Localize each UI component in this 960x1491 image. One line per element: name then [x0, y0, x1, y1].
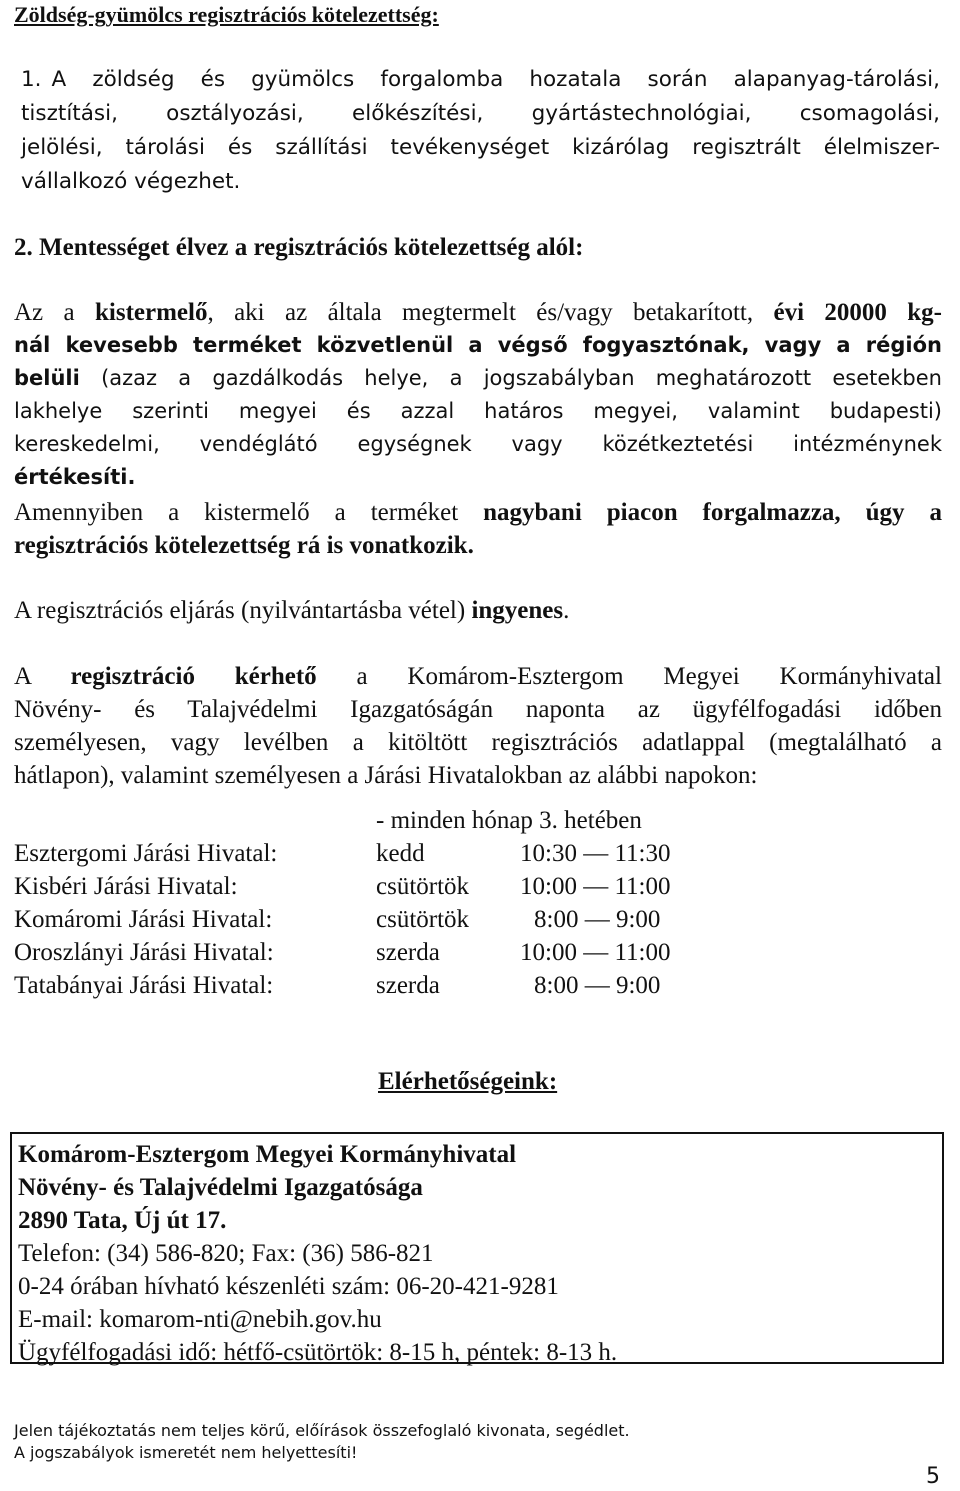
section-2-heading: [14, 234, 583, 262]
contact-email: E-mail: komarom-nti@nebih.gov.hu: [18, 1306, 382, 1333]
page-number: 5: [926, 1464, 940, 1489]
table-row: [14, 837, 700, 870]
disclaimer-line-1: Jelen tájékoztatás nem teljes körű, előírások összefoglaló kivonata, segédlet.: [14, 1421, 630, 1440]
wholesale-text-1: Amennyiben a kistermelő a terméket: [14, 499, 484, 526]
request-text-1c: a Komárom-Esztergom Megyei Kormányhivatal: [316, 663, 942, 690]
office-day: csütörtök: [376, 906, 470, 933]
office-day: kedd: [376, 840, 425, 867]
office-time: 8:00 — 9:00: [534, 972, 661, 999]
request-text-3: személyesen, vagy levélben a kitöltött regisztrációs adatlappal (megtalálható a: [14, 729, 942, 756]
office-day: szerda: [376, 939, 440, 966]
section-1-line-4: vállalkozó végezhet.: [21, 169, 241, 194]
kistermelo-term: kistermelő: [95, 299, 208, 326]
office-day: csütörtök: [376, 873, 470, 900]
disclaimer: [14, 1420, 630, 1464]
schedule-header-row: [14, 804, 700, 837]
procedure-text-2: .: [563, 597, 570, 624]
disclaimer-line-2: A jogszabályok ismeretét nem helyettesíti!: [14, 1443, 358, 1462]
office-name: Kisbéri Járási Hivatal:: [14, 873, 238, 900]
request-paragraph: [14, 660, 942, 792]
contact-address: 2890 Tata, Új út 17.: [18, 1207, 227, 1234]
procedure-text-1: A regisztrációs eljárás (nyilvántartásba vétel): [14, 597, 472, 624]
table-row: [14, 936, 700, 969]
kistermelo-text-3: nál kevesebb terméket közvetlenül a végső fogyasztónak, vagy a régión: [14, 333, 942, 357]
section-2-number: 2.: [14, 234, 33, 261]
office-time: 10:30 — 11:30: [520, 840, 671, 867]
wholesale-paragraph: [14, 496, 942, 562]
contact-department: Növény- és Talajvédelmi Igazgatósága: [18, 1174, 423, 1201]
procedure-paragraph: [14, 594, 942, 627]
kistermelo-sells: értékesíti.: [14, 465, 136, 489]
office-time: 8:00 — 9:00: [534, 906, 661, 933]
request-text-2: Növény- és Talajvédelmi Igazgatóságán naponta az ügyfélfogadási időben: [14, 696, 942, 723]
contact-phone: Telefon: (34) 586-820; Fax: (36) 586-821: [18, 1240, 434, 1267]
procedure-free: ingyenes: [471, 597, 564, 624]
office-name: Esztergomi Járási Hivatal:: [14, 840, 278, 867]
table-row: [14, 969, 700, 1002]
kistermelo-paragraph: [14, 296, 942, 494]
section-1-line-1: A zöldség és gyümölcs forgalomba hozatala során alapanyag-tárolási,: [51, 67, 940, 92]
section-2-heading-text: Mentességet élvez a regisztrációs kötelezettség alól:: [39, 234, 584, 261]
kistermelo-text-6: kereskedelmi, vendéglátó egységnek vagy közétkeztetési intézménynek: [14, 432, 942, 456]
office-time: 10:00 — 11:00: [520, 939, 671, 966]
office-name: Komáromi Járási Hivatal:: [14, 906, 273, 933]
section-1-line-2: tisztítási, osztályozási, előkészítési, gyártástechnológiai, csomagolási,: [21, 101, 940, 126]
wholesale-text-3: regisztrációs kötelezettség rá is vonatkozik.: [14, 532, 474, 559]
kistermelo-text-1: Az a: [14, 299, 95, 326]
section-1-line-3: jelölési, tárolási és szállítási tevékenységet kizárólag regisztrált élelmiszer-: [21, 135, 940, 160]
office-day: szerda: [376, 972, 440, 999]
page-title: Zöldség-gyümölcs regisztrációs kötelezettség:: [14, 2, 439, 27]
contact-organization: Komárom-Esztergom Megyei Kormányhivatal: [18, 1141, 517, 1168]
contact-box: [10, 1132, 944, 1364]
kistermelo-regional: belüli: [14, 366, 80, 390]
wholesale-text-2: nagybani piacon forgalmazza, úgy a: [483, 499, 943, 526]
schedule-header: - minden hónap 3. hetében: [376, 807, 642, 834]
request-text-4: hátlapon), valamint személyesen a Járási Hivatalokban az alábbi napokon:: [14, 762, 758, 789]
office-name: Tatabányai Járási Hivatal:: [14, 972, 274, 999]
contacts-heading: Elérhetőségeink:: [378, 1068, 558, 1095]
request-term: regisztráció kérhető: [70, 663, 317, 690]
section-1-paragraph: [14, 63, 940, 199]
request-text-1a: A: [14, 663, 71, 690]
office-time: 10:00 — 11:00: [520, 873, 671, 900]
table-row: [14, 870, 700, 903]
office-schedule-table: [14, 804, 700, 1002]
contact-hours: Ügyfélfogadási idő: hétfő-csütörtök: 8-15 h, péntek: 8-13 h.: [18, 1339, 618, 1366]
section-1-number: 1.: [21, 67, 42, 92]
office-name: Oroszlányi Járási Hivatal:: [14, 939, 274, 966]
kistermelo-text-5: lakhelye szerinti megyei és azzal határos megyei, valamint budapesti): [14, 399, 942, 423]
table-row: [14, 903, 700, 936]
kistermelo-limit: évi 20000 kg-: [773, 299, 942, 326]
kistermelo-text-2: , aki az általa megtermelt és/vagy betakarított,: [207, 299, 774, 326]
contact-hotline: 0-24 órában hívható készenléti szám: 06-20-421-9281: [18, 1273, 559, 1300]
kistermelo-text-4: (azaz a gazdálkodás helye, a jogszabályban meghatározott esetekben: [79, 366, 942, 390]
